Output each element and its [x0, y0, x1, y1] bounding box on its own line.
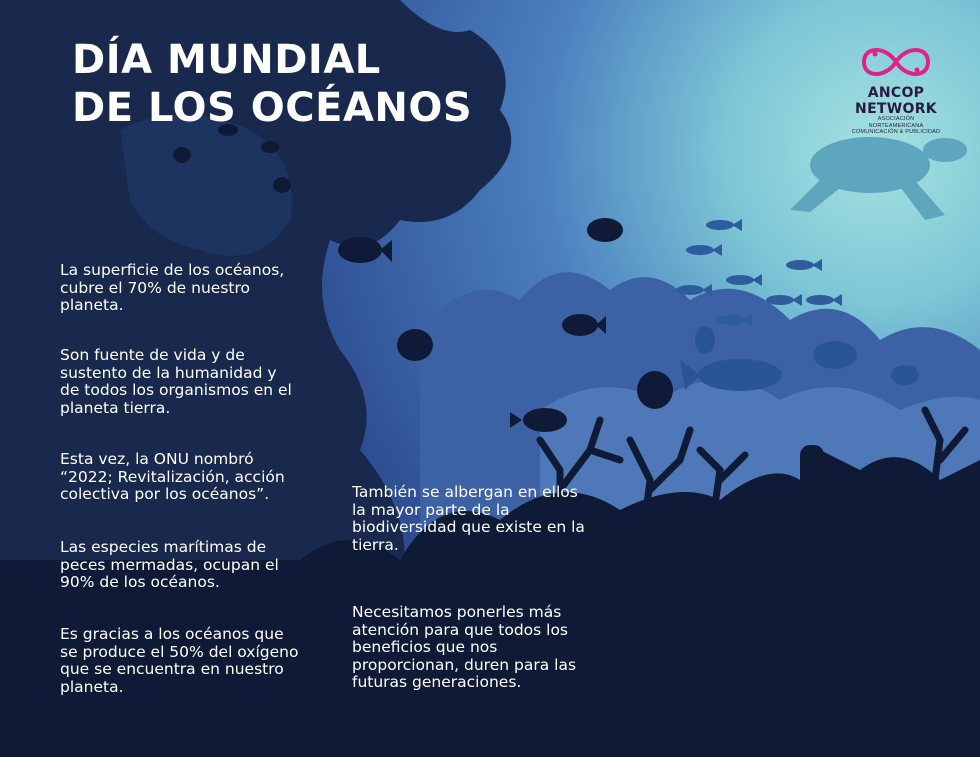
fact-paragraph: Es gracias a los océanos que se produce el 50% del oxígeno que se encuentra en nuestro planeta.	[60, 625, 299, 696]
fact-paragraph: Esta vez, la ONU nombró “2022; Revitalización, acción colectiva por los océanos”.	[60, 450, 285, 503]
logo-name-line-2: NETWORK	[855, 101, 937, 117]
coral-pillar	[800, 445, 824, 565]
title-line-1: DÍA MUNDIAL	[72, 37, 381, 83]
logo-subtitle-line-2: COMUNICACIÓN & PUBLICIDAD	[851, 129, 941, 135]
page-title	[72, 36, 472, 132]
title-line-2: DE LOS OCÉANOS	[72, 85, 473, 131]
ancop-network-logo	[850, 40, 942, 136]
infinity-loop-icon	[856, 40, 936, 84]
fact-paragraph: Las especies marítimas de peces mermadas, ocupan el 90% de los océanos.	[60, 538, 279, 591]
fact-paragraph: Necesitamos ponerles más atención para que todos los beneficios que nos proporcionan, duren para las futuras generaciones.	[352, 603, 577, 691]
coral-pillar	[840, 470, 862, 570]
fact-paragraph: Son fuente de vida y de sustento de la humanidad y de todos los organismos en el planeta tierra.	[60, 346, 292, 417]
logo-subtitle-line-1: ASOCIACIÓN NORTEAMERICANA	[868, 116, 924, 129]
fact-paragraph: La superficie de los océanos, cubre el 70% de nuestro planeta.	[60, 261, 285, 314]
fact-paragraph: También se albergan en ellos la mayor parte de la biodiversidad que existe en la tierra.	[352, 483, 585, 554]
logo-name-line-1: ANCOP	[867, 85, 925, 101]
